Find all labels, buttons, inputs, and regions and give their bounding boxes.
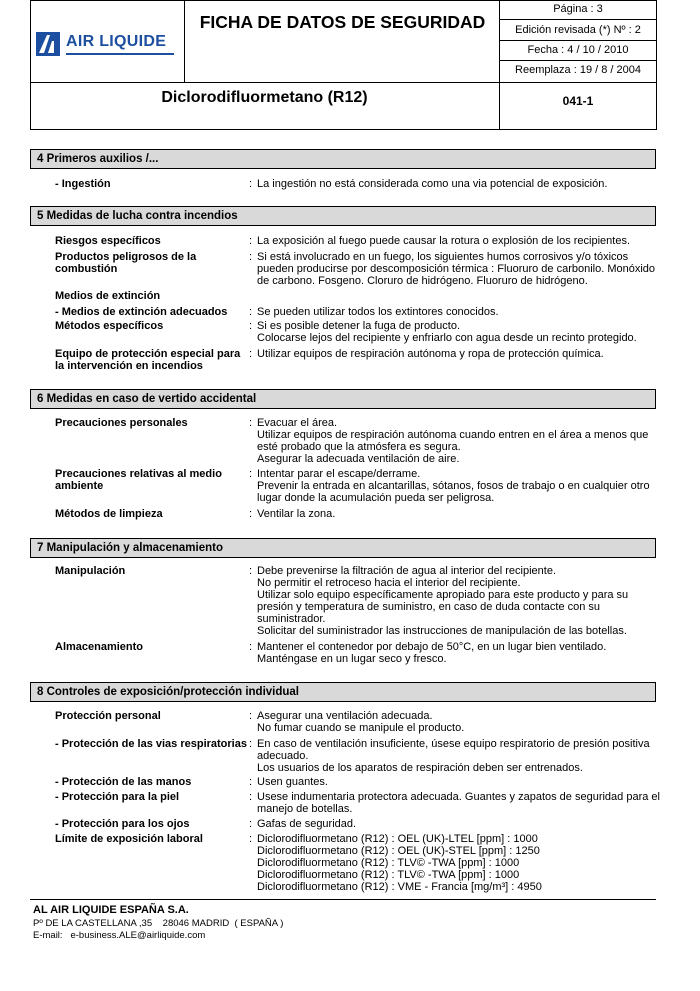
air-liquide-logo	[36, 26, 174, 62]
revision: Edición revisada (*) Nº : 2	[515, 24, 641, 36]
field-label: Almacenamiento	[55, 641, 144, 653]
field-label: Productos peligrosos de la combustión	[55, 251, 197, 275]
footer-address: Pº DE LA CASTELLANA ,35 28046 MADRID ( ESPAÑA )	[33, 918, 284, 929]
field-label: Manipulación	[55, 565, 126, 577]
logo-rule	[66, 53, 174, 55]
field-label: - Ingestión	[55, 178, 111, 190]
product-code: 041-1	[562, 94, 594, 108]
section-6-title: 6 Medidas en caso de vertido accidental	[30, 389, 656, 409]
section-7-title: 7 Manipulación y almacenamiento	[30, 538, 656, 558]
divider	[499, 60, 656, 61]
field-value: La exposición al fuego puede causar la rotura o explosión de los recipientes.	[257, 235, 631, 247]
brand-name: AIR LIQUIDE	[66, 33, 167, 50]
field-value: Diclorodifluormetano (R12) : OEL (UK)-LTEL [ppm] : 1000 Diclorodifluormetano (R12) : OEL (UK)-STEL [ppm] : 1250 Diclorodifluormetano (R12) : TLV© -TWA [ppm] : 1000 Diclorodifluormetano (R12) : TLV© -TWA [ppm] : 1000 Diclorodifluormetano (R12) : VME - Francia [mg/m³] : 4950	[257, 833, 542, 893]
page-number: Página : 3	[553, 3, 603, 15]
replaces: Reemplaza : 19 / 8 / 2004	[515, 64, 641, 76]
document-title: FICHA DE DATOS DE SEGURIDAD	[199, 12, 486, 32]
date: Fecha : 4 / 10 / 2010	[527, 44, 629, 56]
product-name: Diclorodifluormetano (R12)	[161, 89, 368, 106]
field-label: - Protección para la piel	[55, 791, 180, 803]
field-value: Si es posible detener la fuga de producto. Colocarse lejos del recipiente y enfriarlo con agua desde un recinto protegido.	[257, 320, 637, 344]
footer-company: AL AIR LIQUIDE ESPAÑA S.A.	[33, 904, 189, 916]
field-value: Asegurar una ventilación adecuada. No fumar cuando se manipule el producto.	[257, 710, 465, 734]
field-label: Equipo de protección especial para la intervención en incendios	[55, 348, 241, 372]
divider	[30, 82, 657, 83]
footer-email[interactable]: E-mail: e-business.ALE@airliquide.com	[33, 930, 206, 941]
field-label: Medios de extinción	[55, 290, 161, 302]
field-value: Si está involucrado en un fuego, los siguientes humos corrosivos y/o tóxicos pueden producirse por descomposición térmica : Fluoruro de carbonilo. Monóxido de carbono. Fosgeno. Cloruro de hidrógeno. Fluoruro de hidrógeno.	[257, 251, 656, 287]
logo-icon	[36, 32, 60, 56]
section-5-title: 5 Medidas de lucha contra incendios	[30, 206, 656, 226]
field-value: Debe prevenirse la filtración de agua al interior del recipiente. No permitir el retroceso hacia el interior del recipiente. Utilizar solo equipo específicamente apropiado para este producto y para su presión y temperatura de suministro, en caso de duda contacte con su suministrador. Solicitar del suministrador las instrucciones de manipulación de las botellas.	[257, 565, 629, 637]
field-label: Precauciones relativas al medio ambiente	[55, 468, 222, 492]
divider	[499, 40, 656, 41]
field-label: - Protección de las vias respiratorias	[55, 738, 247, 750]
field-value: Evacuar el área. Utilizar equipos de respiración autónoma cuando entren en el área a menos que esté probado que la atmósfera es segura. Asegurar la adecuada ventilación de aire.	[257, 417, 649, 465]
field-label: - Protección de las manos	[55, 776, 192, 788]
field-value: Ventilar la zona.	[257, 508, 336, 520]
field-value: En caso de ventilación insuficiente, úsese equipo respiratorio de presión positiva adecuado. Los usuarios de los aparatos de respiración deben ser entrenados.	[257, 738, 650, 774]
field-label: Protección personal	[55, 710, 161, 722]
field-value: Mantener el contenedor por debajo de 50°C, en un lugar bien ventilado. Manténgase en un lugar seco y fresco.	[257, 641, 607, 665]
field-value: Usen guantes.	[257, 776, 328, 788]
section-8-title: 8 Controles de exposición/protección individual	[30, 682, 656, 702]
field-label: - Medios de extinción adecuados	[55, 306, 228, 318]
divider	[184, 0, 185, 82]
field-value: Gafas de seguridad.	[257, 818, 357, 830]
field-label: Riesgos específicos	[55, 235, 161, 247]
field-value: Usese indumentaria protectora adecuada. Guantes y zapatos de seguridad para el manejo de botellas.	[257, 791, 660, 815]
field-label: Límite de exposición laboral	[55, 833, 203, 845]
field-value: Se pueden utilizar todos los extintores conocidos.	[257, 306, 499, 318]
section-4-title: 4 Primeros auxilios /...	[30, 149, 656, 169]
field-label: - Protección para los ojos	[55, 818, 190, 830]
field-label: Precauciones personales	[55, 417, 188, 429]
divider	[499, 19, 656, 20]
field-label: Métodos de limpieza	[55, 508, 163, 520]
field-value: Utilizar equipos de respiración autónoma y ropa de protección química.	[257, 348, 604, 360]
footer-rule	[30, 899, 656, 900]
field-value: Intentar parar el escape/derrame. Prevenir la entrada en alcantarillas, sótanos, fosos de trabajo o en cualquier otro lugar donde la acumulación pueda ser peligrosa.	[257, 468, 650, 504]
field-value: La ingestión no está considerada como una via potencial de exposición.	[257, 178, 608, 190]
field-label: Métodos específicos	[55, 320, 164, 332]
